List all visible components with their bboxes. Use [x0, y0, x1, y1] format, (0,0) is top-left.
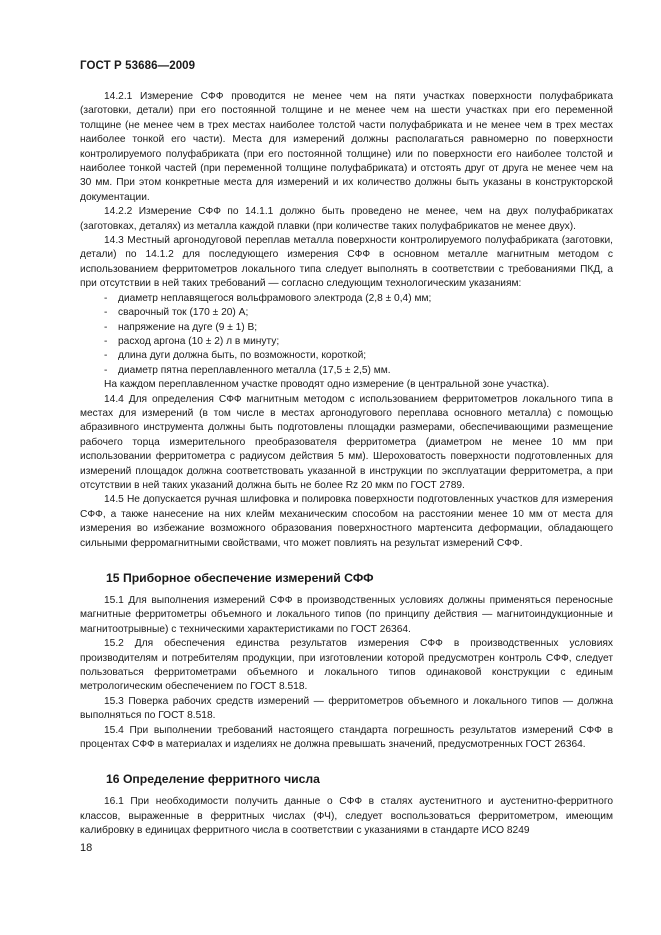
- list-item: - диаметр неплавящегося вольфрамового электрода (2,8 ± 0,4) мм;: [104, 292, 613, 306]
- paragraph-14-5: 14.5 Не допускается ручная шлифовка и полировка поверхности подготовленных участков для измерения СФФ, а также нанесение на них клейм механическим способом на расстоянии менее 10 мм от места для измерения во избежание возможного образования поверхностного мартенсита деформации, обладающего сильными ферромагнитными свойствами, что может повлиять на результат измерений СФФ.: [80, 494, 613, 549]
- paragraph-14-4: 14.4 Для определения СФФ магнитным методом с использованием ферритометров локального типа в местах для измерений (в том числе в местах аргонодугового переплава основного металла) с помощью абразивного инструмента должны быть подготовлены площадки размерами, обеспечивающими размещение рабочего торца измерительного преобразователя ферритометра (диаметром не менее 10 мм при использовании ферритометра с радиусом действия 5 мм). Шероховатость поверхности подготовленных для измерений площадок должна соответствовать указанной в инструкции по эксплуатации ферритометра, а при отсутствии в ней таких указаний должна быть не более Rz 20 мкм по ГОСТ 2789.: [80, 393, 613, 491]
- paragraph-14-3-note: На каждом переплавленном участке проводят одно измерение (в центральной зоне участка).: [104, 379, 550, 391]
- paragraph-15-4: 15.4 При выполнении требований настоящего стандарта погрешность результатов измерений СФФ в процентах СФФ в материалах и изделиях не должна превышать значений, предусмотренных ГОСТ 26364.: [80, 724, 613, 751]
- paragraph-14-2-1: 14.2.1 Измерение СФФ проводится не менее чем на пяти участках поверхности полуфабриката (заготовки, детали) при его постоянной толщине и не менее чем на шести участках при его переменной толщине (не менее чем в трех местах наиболее толстой части полуфабриката и не менее чем в трех местах наиболее тонкой его части). Места для измерений должны располагаться равномерно по поверхности контролируемого полуфабриката (при его постоянной толщине) или по поверхности его наиболее толстой и наиболее тонкой частей (при переменной толщине полуфабриката) и отстоять друг от друга не менее чем на 30 мм. При этом конкретные места для измерений и их количество должны быть указаны в конструкторской документации.: [80, 91, 613, 203]
- list-item: - диаметр пятна переплавленного металла (17,5 ± 2,5) мм.: [104, 364, 613, 378]
- list-item: - сварочный ток (170 ± 20) А;: [104, 306, 613, 320]
- document-body: [80, 90, 613, 839]
- paragraph-15-3: 15.3 Поверка рабочих средств измерений — ферритометров объемного и локального типов — должна выполняться по ГОСТ 8.518.: [80, 695, 613, 722]
- document-header: ГОСТ Р 53686—2009: [80, 60, 196, 72]
- section-15-heading: 15 Приборное обеспечение измерений СФФ: [106, 571, 374, 585]
- paragraph-15-1: 15.1 Для выполнения измерений СФФ в производственных условиях должны применяться переносные магнитные ферритометры объемного и локального типов (по принципу действия — магнитоиндукционные и магнитоотрывные) с техническими характеристиками по ГОСТ 26364.: [80, 595, 613, 635]
- paragraph-16-1: 16.1 При необходимости получить данные о СФФ в сталях аустенитного и аустенитно-ферритного классов, выраженные в ферритных числах (ФЧ), следует воспользоваться ферритометром, имеющим калибровку в единицах ферритного числа в соответствии с указаниями в стандарте ИСО 8249: [80, 796, 613, 837]
- paragraph-14-2-2: 14.2.2 Измерение СФФ по 14.1.1 должно быть проведено не менее, чем на двух полуфабрикатах (заготовках, деталях) из металла каждой плавки (при количестве таких полуфабрикатов не менее двух).: [80, 206, 613, 232]
- welding-parameters-list: [80, 292, 613, 378]
- list-item: - напряжение на дуге (9 ± 1) В;: [104, 321, 613, 335]
- section-16-heading: 16 Определение ферритного числа: [106, 772, 320, 787]
- paragraph-14-3: 14.3 Местный аргонодуговой переплав металла поверхности контролируемого полуфабриката (заготовки, детали) по 14.1.2 для последующего измерения СФФ в основном металле магнитным методом с использованием ферритометров локального типа следует выполнять в соответствии с требованиями ПКД, а при отсутствии в ней таких требований — согласно следующим технологическим указаниям:: [80, 235, 613, 290]
- list-item: - расход аргона (10 ± 2) л в минуту;: [104, 335, 613, 349]
- list-item: - длина дуги должна быть, по возможности, короткой;: [104, 349, 613, 363]
- paragraph-15-2: 15.2 Для обеспечения единства результатов измерения СФФ в производственных условиях производителям и потребителям продукции, при изготовлении которой предусмотрен контроль СФФ, следует пользоваться ферритометрами объемного и локального типов одинаковой конструкции с единым метрологическим обеспечением по ГОСТ 8.518.: [80, 638, 613, 693]
- page-number: 18: [80, 842, 93, 854]
